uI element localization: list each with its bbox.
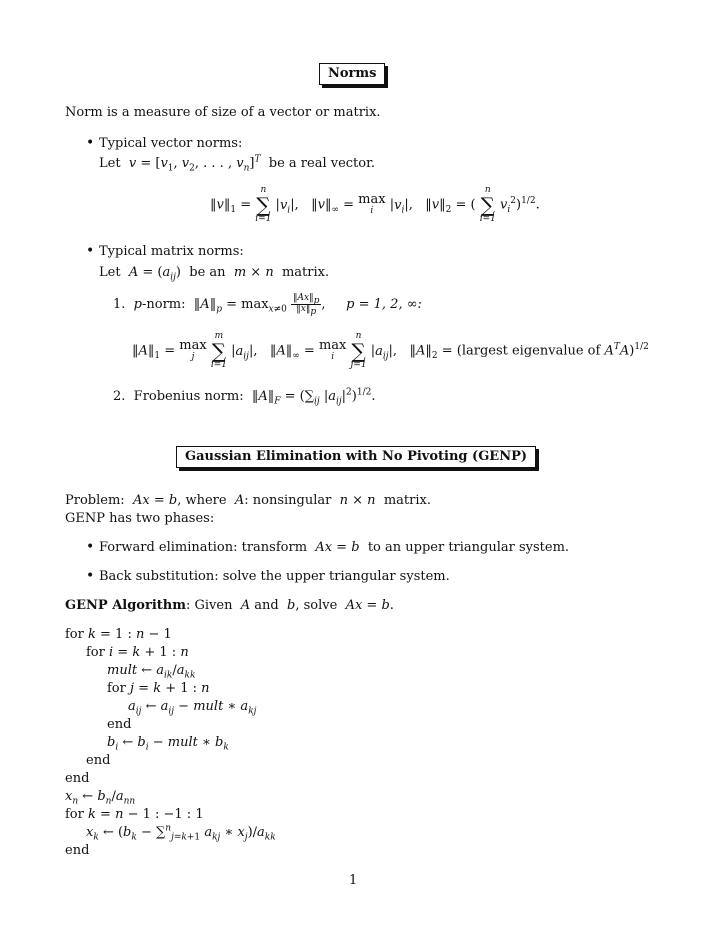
forward-prefix: Forward elimination: transform bbox=[99, 540, 308, 555]
frob-label: Frobenius norm: bbox=[133, 389, 244, 404]
pnorm-range: p = 1, 2, ∞: bbox=[346, 296, 422, 312]
kw-for: for bbox=[107, 681, 126, 696]
back-substitution: Back substitution: solve the upper triangular system. bbox=[99, 569, 450, 584]
problem-mid: , where bbox=[177, 493, 227, 508]
algo-and: and bbox=[254, 598, 279, 613]
problem-end: matrix. bbox=[383, 493, 431, 508]
problem-statement: Problem: Ax = b, where A: nonsingular n × n matrix. bbox=[65, 493, 431, 508]
genp-algorithm-heading: GENP Algorithm: Given A and b, solve Ax = b. bbox=[65, 598, 394, 613]
algo-line-10: $x_n$ ← $b_n/a_{nn}$ bbox=[65, 789, 136, 807]
pnorm-item-number: 1. bbox=[113, 296, 126, 312]
algo-line-11: for k = n − 1 : −1 : 1 bbox=[65, 807, 204, 822]
bullet-icon: • bbox=[86, 568, 95, 584]
vector-let-prefix: Let bbox=[99, 156, 121, 171]
problem-prefix: Problem: bbox=[65, 493, 125, 508]
genp-phases: GENP has two phases: bbox=[65, 511, 215, 526]
bullet-icon: • bbox=[86, 243, 95, 259]
algo-line-4: for j = k + 1 : n bbox=[107, 681, 210, 696]
vector-norms-heading: Typical vector norms: bbox=[99, 136, 243, 151]
algo-line-6: end bbox=[107, 717, 132, 732]
vector-definition: Let $v = [v_1$, $v_2$, . . . , $v_n]^T$ be a real vector. bbox=[99, 154, 376, 174]
forward-elimination: Forward elimination: transform Ax = b to an upper triangular system. bbox=[99, 540, 570, 555]
norms-intro: Norm is a measure of size of a vector or matrix. bbox=[65, 105, 381, 120]
matrix-norms-heading: Typical matrix norms: bbox=[99, 244, 244, 259]
algo-solve: , solve bbox=[295, 598, 338, 613]
pnorm-item: 1. p-norm: $‖A‖_p = \max_{x\ne 0}$ $\frac{‖Ax‖_p}{‖x‖_p}$ , p = 1, 2, ∞: bbox=[113, 293, 422, 317]
algo-line-2: for i = k + 1 : n bbox=[86, 645, 189, 660]
matrix-definition: Let $A = (a_{ij})$ be an m × n matrix. bbox=[99, 265, 330, 283]
eigenvalue-text: (largest eigenvalue of bbox=[456, 343, 601, 359]
algo-line-7: $b_i$ ← $b_i$ − mult ∗ $b_k$ bbox=[107, 735, 229, 753]
kw-for: for bbox=[65, 807, 84, 822]
matrix-norms-formula: $‖A‖_1 = \max$ j m ∑ i=1 $|a_{ij}|$, $‖A‖_\infty = \max$ i n ∑ j=1 $|a_{ij}|$, $‖A‖_2$ = (largest eigenvalue of $A^TA)^{1/2}$ bbox=[132, 331, 649, 370]
algo-title: GENP Algorithm bbox=[65, 598, 186, 613]
algo-line-13: end bbox=[65, 843, 90, 858]
matrix-let-suffix: be an bbox=[189, 265, 226, 280]
frobenius-item: 2. Frobenius norm: $‖A‖_F = (\sum_{ij}$ $|a_{ij}|^2)^{1/2}$. bbox=[113, 387, 376, 407]
algo-line-9: end bbox=[65, 771, 90, 786]
algo-line-5: $a_{ij}$ ← $a_{ij}$ − mult ∗ $a_{kj}$ bbox=[128, 699, 257, 717]
pnorm-label: -norm: bbox=[142, 296, 186, 312]
kw-for: for bbox=[86, 645, 105, 660]
bullet-icon: • bbox=[86, 539, 95, 555]
vector-norms-formula: $‖v‖_1$ = n ∑ i=1 $|v_i|$, $‖v‖_\infty = \max$ i $|v_i|$, $‖v‖_2$ = ( n ∑ i=1 $v_i^2)^{1/2}$. bbox=[210, 185, 540, 224]
algo-line-3: mult ← $a_{ik}/a_{kk}$ bbox=[107, 663, 196, 681]
norms-section-title: Norms bbox=[319, 63, 385, 85]
kw-for: for bbox=[65, 627, 84, 642]
matrix-let-prefix: Let bbox=[99, 265, 121, 280]
frob-item-number: 2. bbox=[113, 389, 126, 404]
problem-suffix: : nonsingular bbox=[244, 493, 332, 508]
vector-let-suffix: be a real vector. bbox=[268, 156, 376, 171]
algo-line-1: for k = 1 : n − 1 bbox=[65, 627, 172, 642]
algo-line-12: $x_k$ ← ($b_k - \sum^n_{j=k+1}$ $a_{kj}$ ∗ $x_j)/a_{kk}$ bbox=[86, 823, 276, 843]
bullet-icon: • bbox=[86, 135, 95, 151]
forward-suffix: to an upper triangular system. bbox=[367, 540, 570, 555]
genp-section-title: Gaussian Elimination with No Pivoting (GENP) bbox=[176, 446, 536, 468]
page-number: 1 bbox=[349, 873, 358, 888]
matrix-let-end: matrix. bbox=[281, 265, 330, 280]
algo-line-8: end bbox=[86, 753, 111, 768]
algo-given: : Given bbox=[185, 598, 233, 613]
